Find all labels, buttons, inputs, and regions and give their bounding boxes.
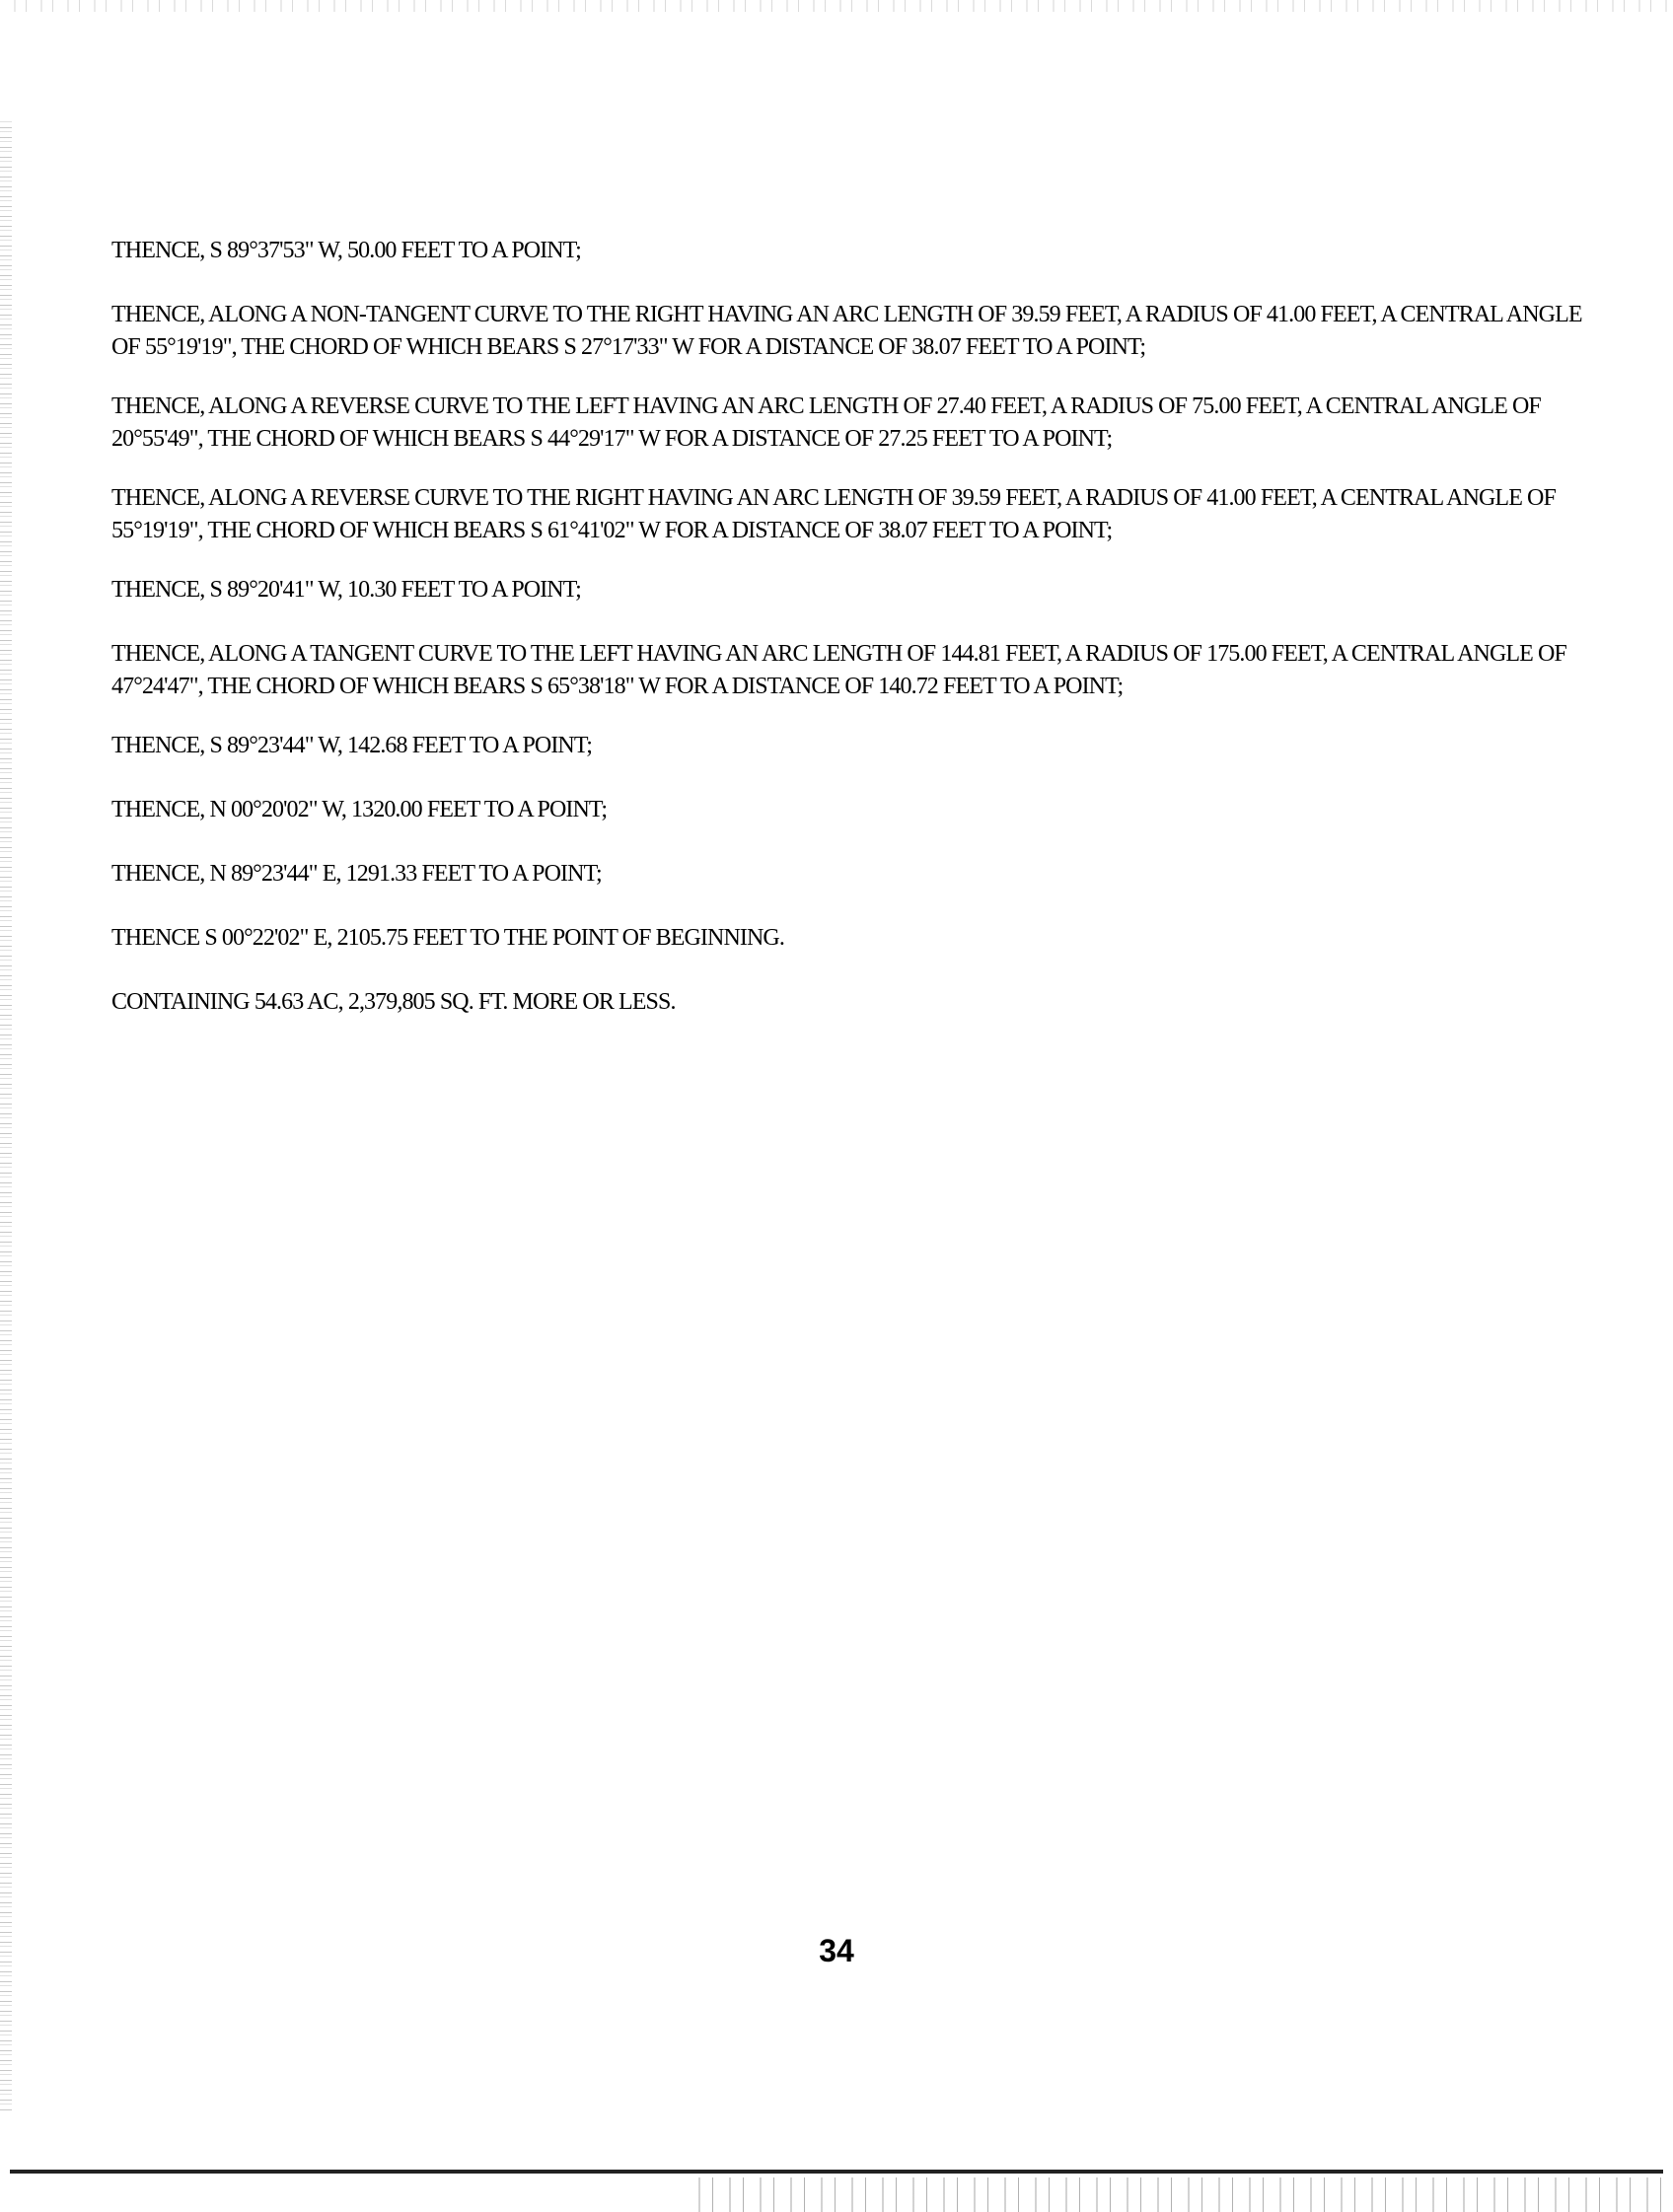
course-paragraph-8: THENCE, N 00°20'02" W, 1320.00 FEET TO A POINT; bbox=[111, 797, 608, 822]
scan-artifact-bottom-rule bbox=[10, 2170, 1663, 2174]
course-paragraph-7: THENCE, S 89°23'44" W, 142.68 FEET TO A POINT; bbox=[111, 733, 593, 758]
scan-artifact-bottom bbox=[691, 2177, 1673, 2212]
closing-course-paragraph: THENCE S 00°22'02" E, 2105.75 FEET TO THE POINT OF BEGINNING. bbox=[111, 925, 784, 951]
course-paragraph-1: THENCE, S 89°37'53" W, 50.00 FEET TO A POINT; bbox=[111, 238, 581, 263]
scan-artifact-left bbox=[0, 118, 12, 2110]
course-paragraph-5: THENCE, S 89°20'41" W, 10.30 FEET TO A POINT; bbox=[111, 577, 581, 603]
area-statement: CONTAINING 54.63 AC, 2,379,805 SQ. FT. MORE OR LESS. bbox=[111, 989, 676, 1015]
legal-description-body bbox=[111, 235, 1611, 1050]
course-paragraph-9: THENCE, N 89°23'44" E, 1291.33 FEET TO A POINT; bbox=[111, 861, 602, 887]
course-paragraph-6: THENCE, ALONG A TANGENT CURVE TO THE LEFT HAVING AN ARC LENGTH OF 144.81 FEET, A RADIUS OF 175.00 FEET, A CENTRAL ANGLE OF 47°24'47", THE CHORD OF WHICH BEARS S 65°38'18" W FOR A DISTANCE OF 140.72 FEET TO A POINT; bbox=[111, 641, 1566, 699]
scan-artifact-top bbox=[0, 0, 1673, 12]
course-paragraph-2: THENCE, ALONG A NON-TANGENT CURVE TO THE RIGHT HAVING AN ARC LENGTH OF 39.59 FEET, A RADIUS OF 41.00 FEET, A CENTRAL ANGLE OF 55°19'19", THE CHORD OF WHICH BEARS S 27°17'33" W FOR A DISTANCE OF 38.07 FEET TO A POINT; bbox=[111, 302, 1582, 360]
page-number: 34 bbox=[819, 1933, 854, 1968]
course-paragraph-4: THENCE, ALONG A REVERSE CURVE TO THE RIGHT HAVING AN ARC LENGTH OF 39.59 FEET, A RADIUS OF 41.00 FEET, A CENTRAL ANGLE OF 55°19'19", THE CHORD OF WHICH BEARS S 61°41'02" W FOR A DISTANCE OF 38.07 FEET TO A POINT; bbox=[111, 485, 1556, 543]
course-paragraph-3: THENCE, ALONG A REVERSE CURVE TO THE LEFT HAVING AN ARC LENGTH OF 27.40 FEET, A RADIUS OF 75.00 FEET, A CENTRAL ANGLE OF 20°55'49", THE CHORD OF WHICH BEARS S 44°29'17" W FOR A DISTANCE OF 27.25 FEET TO A POINT; bbox=[111, 393, 1541, 452]
